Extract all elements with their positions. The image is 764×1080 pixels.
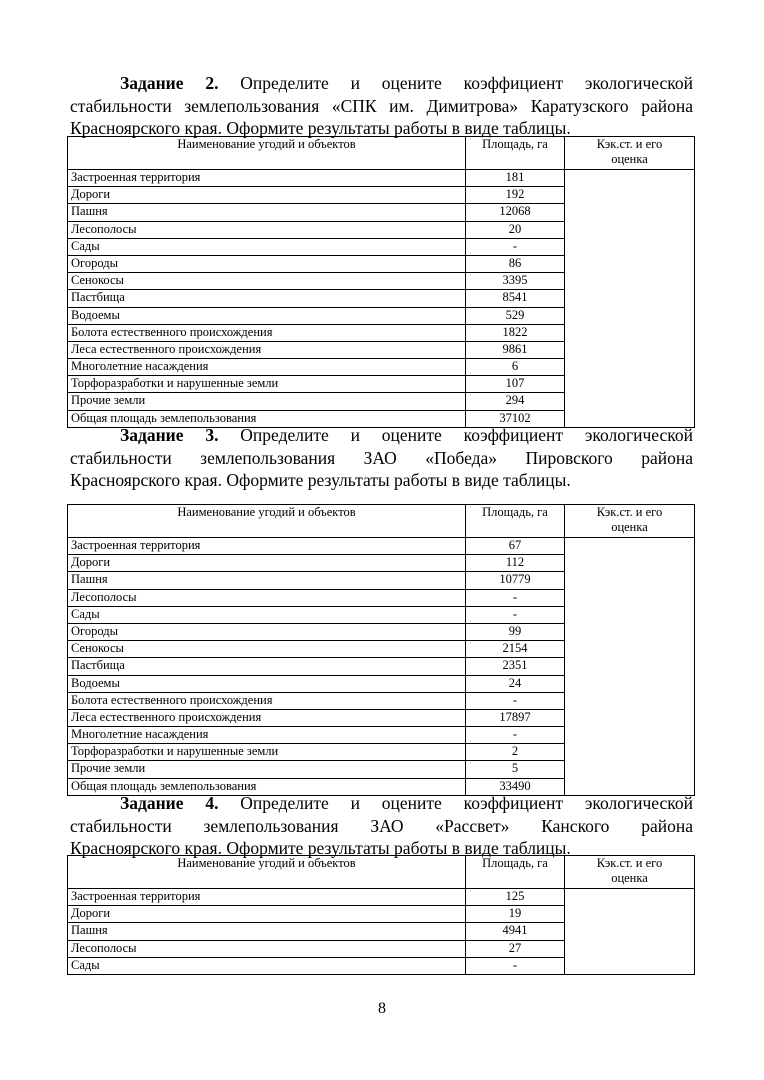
task3-line3: Красноярского края. Оформите результаты работы в виде таблицы. [70,470,571,490]
task2-line3: Красноярского края. Оформите результаты работы в виде таблицы. [70,118,571,138]
task4-line3: Красноярского края. Оформите результаты работы в виде таблицы. [70,838,571,858]
cell-name: Общая площадь землепользования [68,778,466,795]
cell-name: Лесополосы [68,221,466,238]
cell-name: Леса естественного происхождения [68,709,466,726]
table-body [68,170,695,428]
cell-name: Сады [68,957,466,974]
cell-area: 24 [466,675,565,692]
cell-name: Пастбища [68,658,466,675]
cell-area: 107 [466,376,565,393]
task2-line2: стабильности землепользования «СПК им. Димитрова» Каратузского района [70,95,693,116]
cell-name: Сады [68,238,466,255]
header-name: Наименование угодий и объектов [68,505,466,538]
cell-area: 27 [466,940,565,957]
table-header-row [68,137,695,170]
cell-name: Дороги [68,906,466,923]
cell-area: 2154 [466,641,565,658]
cell-name: Водоемы [68,307,466,324]
cell-area: 33490 [466,778,565,795]
cell-area: 8541 [466,290,565,307]
cell-area: - [466,238,565,255]
cell-name: Торфоразработки и нарушенные земли [68,744,466,761]
table-row [68,889,695,906]
cell-area: - [466,727,565,744]
task4-line1: Определите и оцените коэффициент экологической [240,793,693,813]
cell-area: 17897 [466,709,565,726]
header-score: Кэк.ст. и его оценка [565,137,695,170]
header-name: Наименование угодий и объектов [68,856,466,889]
cell-area: 20 [466,221,565,238]
task4-paragraph [70,792,693,860]
cell-area: 125 [466,889,565,906]
cell-name: Пашня [68,572,466,589]
table-header-row [68,505,695,538]
table-task4 [67,855,695,975]
cell-score [565,889,695,975]
cell-name: Дороги [68,187,466,204]
cell-area: 9861 [466,341,565,358]
cell-area: 5 [466,761,565,778]
task3-label: Задание 3. [120,425,219,445]
cell-area: - [466,606,565,623]
header-area: Площадь, га [466,137,565,170]
cell-area: 19 [466,906,565,923]
cell-name: Прочие земли [68,761,466,778]
cell-name: Сенокосы [68,641,466,658]
cell-area: 3395 [466,273,565,290]
cell-name: Общая площадь землепользования [68,410,466,427]
cell-name: Болота естественного происхождения [68,324,466,341]
cell-name: Сенокосы [68,273,466,290]
cell-area: 192 [466,187,565,204]
cell-area: 6 [466,359,565,376]
cell-name: Сады [68,606,466,623]
cell-name: Дороги [68,555,466,572]
cell-area: 10779 [466,572,565,589]
cell-area: 529 [466,307,565,324]
cell-area: 37102 [466,410,565,427]
task3-line2: стабильности землепользования ЗАО «Победа» Пировского района [70,447,693,468]
cell-name: Водоемы [68,675,466,692]
cell-name: Многолетние насаждения [68,359,466,376]
table-row [68,538,695,555]
table-body [68,538,695,796]
cell-name: Лесополосы [68,589,466,606]
task3-line1: Определите и оцените коэффициент экологической [240,425,693,445]
cell-area: - [466,692,565,709]
cell-area: 2 [466,744,565,761]
cell-name: Болота естественного происхождения [68,692,466,709]
cell-name: Застроенная территория [68,170,466,187]
page-number: 8 [378,1000,386,1017]
header-area: Площадь, га [466,856,565,889]
cell-name: Лесополосы [68,940,466,957]
task4-line2: стабильности землепользования ЗАО «Рассвет» Канского района [70,815,693,836]
cell-score [565,170,695,428]
cell-name: Пашня [68,204,466,221]
cell-name: Огороды [68,255,466,272]
cell-area: 181 [466,170,565,187]
table-row [68,170,695,187]
cell-name: Пастбища [68,290,466,307]
task3-paragraph [70,424,693,492]
cell-area: 1822 [466,324,565,341]
task2-line1: Определите и оцените коэффициент экологической [240,73,693,93]
table-header-row [68,856,695,889]
cell-area: 86 [466,255,565,272]
cell-area: 12068 [466,204,565,221]
cell-name: Огороды [68,623,466,640]
table-task2 [67,136,695,428]
cell-name: Застроенная территория [68,889,466,906]
header-score: Кэк.ст. и его оценка [565,856,695,889]
task2-paragraph [70,72,693,140]
cell-area: 67 [466,538,565,555]
cell-name: Леса естественного происхождения [68,341,466,358]
cell-name: Торфоразработки и нарушенные земли [68,376,466,393]
cell-score [565,538,695,796]
cell-area: - [466,957,565,974]
cell-name: Многолетние насаждения [68,727,466,744]
header-area: Площадь, га [466,505,565,538]
cell-name: Прочие земли [68,393,466,410]
cell-area: - [466,589,565,606]
task2-label: Задание 2. [120,73,219,93]
cell-area: 112 [466,555,565,572]
cell-area: 2351 [466,658,565,675]
task4-label: Задание 4. [120,793,219,813]
cell-area: 4941 [466,923,565,940]
cell-area: 294 [466,393,565,410]
header-name: Наименование угодий и объектов [68,137,466,170]
header-score: Кэк.ст. и его оценка [565,505,695,538]
cell-name: Пашня [68,923,466,940]
cell-area: 99 [466,623,565,640]
table-task3 [67,504,695,796]
table-body [68,889,695,975]
cell-name: Застроенная территория [68,538,466,555]
